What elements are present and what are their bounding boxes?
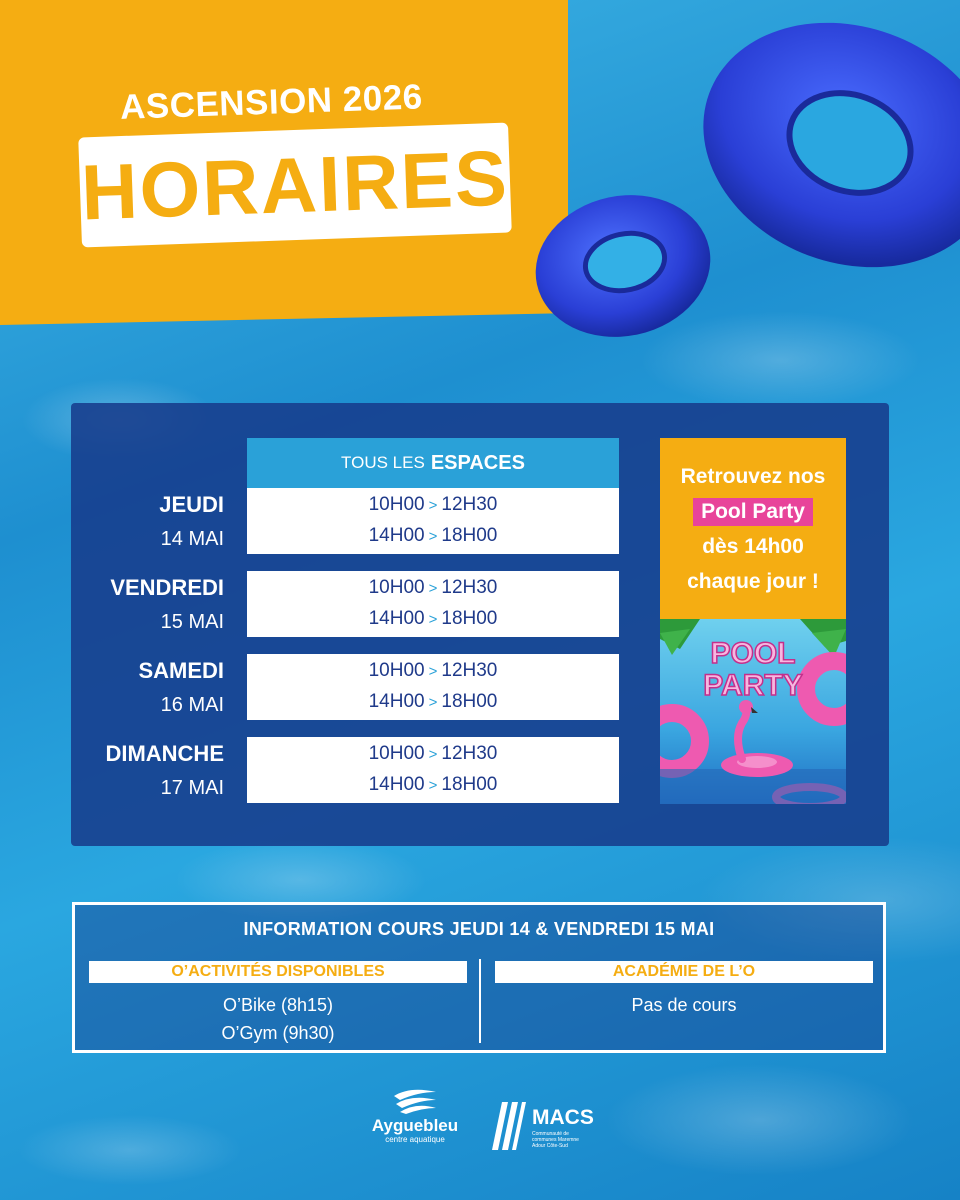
pool-word: POOL — [710, 637, 796, 670]
title-badge — [78, 123, 512, 248]
macs-logo — [488, 1098, 608, 1154]
slot-afternoon: 14H00 > 18H00 — [368, 525, 498, 546]
activity-line: O’Gym (9h30) — [221, 1023, 335, 1043]
page-title: HORAIRES — [79, 133, 511, 236]
day-date: 17 MAI — [160, 777, 224, 799]
class-info-box — [72, 902, 886, 1053]
promo-line4: chaque jour ! — [687, 569, 819, 593]
info-title: INFORMATION COURS JEUDI 14 & VENDREDI 15 MAI — [243, 919, 715, 939]
hours-cell — [247, 488, 619, 554]
day-name: DIMANCHE — [105, 741, 224, 766]
info-right-heading: ACADÉMIE DE L’O — [495, 961, 873, 983]
promo-line3: dès 14h00 — [702, 534, 804, 558]
slot-afternoon: 14H00 > 18H00 — [368, 691, 498, 712]
column-header — [247, 438, 619, 488]
slot-afternoon: 14H00 > 18H00 — [368, 608, 498, 629]
info-divider — [479, 959, 481, 1043]
no-class-line: Pas de cours — [631, 995, 737, 1015]
column-header-prefix: TOUS LES — [341, 453, 425, 472]
wave-icon — [390, 1086, 440, 1114]
day-name: VENDREDI — [110, 575, 224, 600]
promo-line1: Retrouvez nos — [680, 464, 826, 488]
slot-morning: 10H00 > 12H30 — [368, 743, 498, 764]
ayguebleu-name: Ayguebleu — [371, 1116, 459, 1135]
swim-ring-small-icon — [532, 192, 714, 340]
info-left-heading: O’ACTIVITÉS DISPONIBLES — [89, 961, 467, 983]
hours-cell — [247, 737, 619, 803]
info-left-text — [89, 991, 467, 1047]
day-name: JEUDI — [159, 492, 224, 517]
day-date: 15 MAI — [160, 611, 224, 633]
slot-morning: 10H00 > 12H30 — [368, 660, 498, 681]
activity-line: O’Bike (8h15) — [222, 995, 334, 1015]
slot-morning: 10H00 > 12H30 — [368, 494, 498, 515]
event-kicker: ASCENSION 2026 — [119, 77, 424, 127]
macs-sub: Communauté de communes Maremne Adour Côte-Sud — [532, 1131, 579, 1149]
ayguebleu-logo — [355, 1086, 475, 1152]
slot-morning: 10H00 > 12H30 — [368, 577, 498, 598]
ayguebleu-sub: centre aquatique — [385, 1135, 445, 1144]
promo-highlight: Pool Party — [693, 498, 813, 526]
column-header-strong: ESPACES — [430, 451, 525, 474]
party-word: PARTY — [703, 669, 803, 702]
day-date: 14 MAI — [160, 528, 224, 550]
pool-party-image — [660, 619, 846, 804]
pool-party-promo — [660, 438, 846, 619]
macs-stripes-icon — [488, 1098, 528, 1154]
day-date: 16 MAI — [160, 694, 224, 716]
hours-cell — [247, 654, 619, 720]
day-name: SAMEDI — [138, 658, 224, 683]
macs-name: MACS — [532, 1106, 594, 1129]
info-right-text — [495, 991, 873, 1019]
slot-afternoon: 14H00 > 18H00 — [368, 774, 498, 795]
swim-ring-large-icon — [700, 15, 960, 275]
hours-cell — [247, 571, 619, 637]
